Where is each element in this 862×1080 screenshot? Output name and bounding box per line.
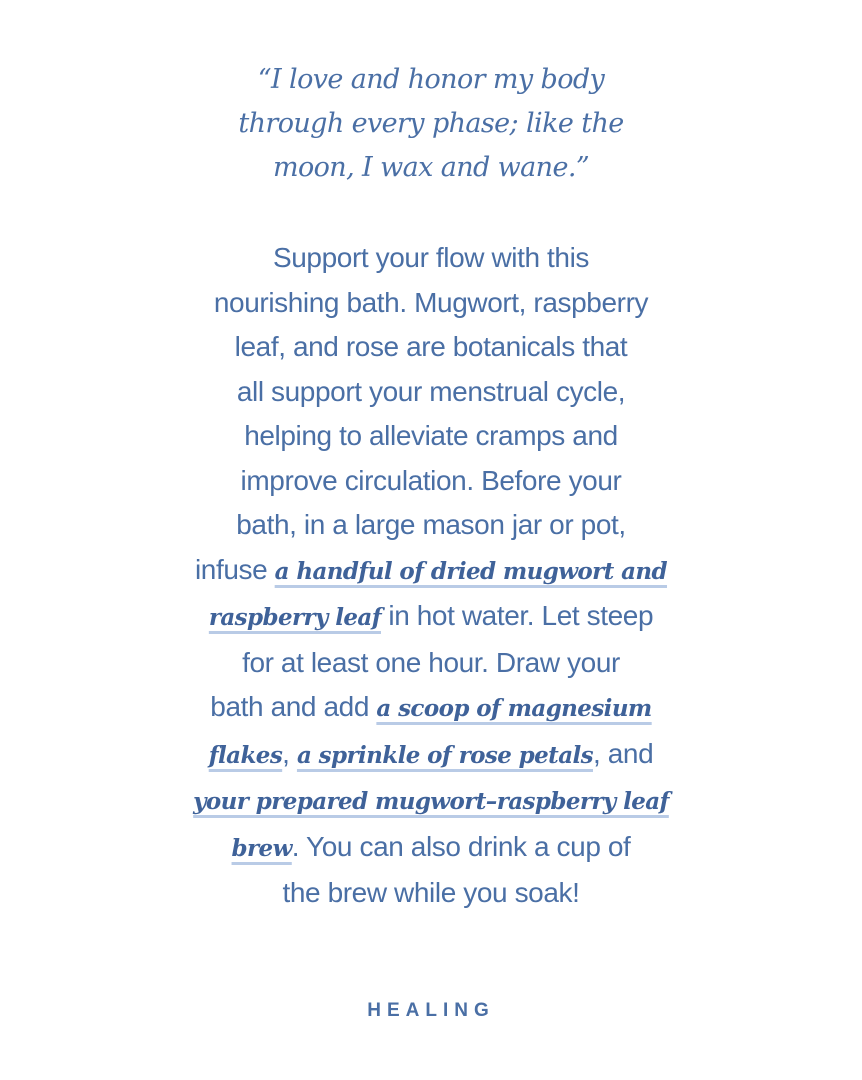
body-line: [0, 685, 862, 732]
body-line: [0, 732, 862, 779]
body-text: ,: [282, 737, 297, 769]
body-line: the brew while you soak!: [282, 877, 580, 908]
body-text: bath and add: [210, 691, 377, 722]
body-line: [0, 594, 862, 641]
body-line: bath, in a large mason jar or pot,: [236, 509, 626, 540]
ingredient-highlight: a scoop of magnesium: [376, 695, 652, 722]
ingredient-highlight: brew: [231, 834, 292, 862]
body-text: in hot water. Let steep: [381, 600, 654, 631]
section-label: HEALING: [367, 1000, 495, 1021]
ingredient-highlight: a sprinkle of rose petals: [296, 741, 593, 769]
bath-instructions: [0, 236, 862, 916]
body-text: infuse: [194, 553, 275, 585]
ingredient-highlight: flakes: [208, 741, 283, 769]
body-line: [0, 548, 862, 595]
body-line: [0, 778, 862, 825]
body-line: nourishing bath. Mugwort, raspberry: [213, 286, 649, 318]
body-text: , and: [593, 737, 654, 769]
ingredient-highlight: your prepared mugwort–raspberry leaf: [193, 788, 669, 815]
body-line: all support your menstrual cycle,: [236, 375, 626, 407]
quote-line: “I love and honor my body: [257, 64, 605, 95]
body-line: for at least one hour. Draw your: [242, 646, 620, 678]
quote-line: moon, I wax and wane.”: [272, 152, 590, 183]
body-line: Support your flow with this: [272, 242, 589, 273]
body-line: [0, 825, 862, 872]
body-line: leaf, and rose are botanicals that: [234, 331, 628, 362]
body-line: helping to alleviate cramps and: [244, 420, 618, 451]
body-text: . You can also drink a cup of: [291, 830, 631, 862]
ingredient-highlight: raspberry leaf: [208, 604, 381, 631]
quote-line: through every phase; like the: [238, 108, 624, 139]
affirmation-quote: [0, 58, 862, 190]
ingredient-highlight: a handful of dried mugwort and: [274, 557, 668, 585]
body-line: improve circulation. Before your: [240, 464, 622, 496]
